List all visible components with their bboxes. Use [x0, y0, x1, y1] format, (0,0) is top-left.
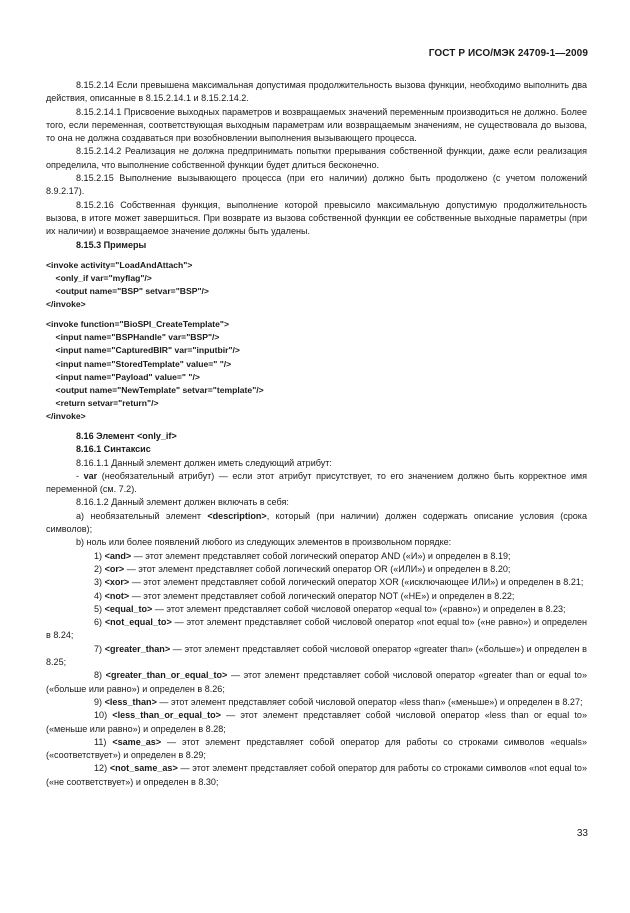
paragraph-8-15-2-14: 8.15.2.14 Если превышена максимальная допустимая продолжительность вызова функции, необходимо выполнить два действия, описанные в 8.15.2.14.1 и 8.15.2.14.2. — [46, 80, 587, 104]
list-item-tag: <xor> — [104, 577, 130, 588]
list-item-text: — этот элемент представляет собой числовой оператор «less than» («меньше») и определен в 8.27; — [156, 696, 583, 707]
list-item-text: — этот элемент представляет собой логический оператор OR («ИЛИ») и определен в 8.20; — [124, 563, 511, 574]
list-item — [46, 696, 587, 709]
heading-8-16-1: 8.16.1 Синтаксис — [76, 444, 151, 455]
list-item — [46, 762, 587, 789]
heading-8-16: 8.16 Элемент <only_if> — [76, 430, 177, 441]
list-item-text: — этот элемент представляет собой логический оператор AND («И») и определен в 8.19; — [131, 550, 511, 561]
list-item-text: — этот элемент представляет собой числовой оператор «less than or equal to» («меньше или равно») и определен в 8.28; — [46, 710, 587, 734]
heading-examples: 8.15.3 Примеры — [76, 239, 147, 250]
list-item-number: 10) — [94, 710, 113, 721]
list-item-tag: <not_same_as> — [109, 763, 178, 774]
paragraph-var-attribute — [46, 470, 587, 497]
list-item-number: 3) — [94, 577, 105, 588]
list-item-number: 8) — [94, 670, 106, 681]
list-item — [46, 576, 587, 589]
list-item-text: — этот элемент представляет собой числовой оператор «greater than or equal to» («больше или равно») и определен в 8.26; — [46, 670, 587, 694]
list-item-tag: <and> — [104, 550, 132, 561]
list-item-text: — этот элемент представляет собой логический оператор NOT («НЕ») и определен в 8.22; — [129, 590, 515, 601]
list-item — [46, 643, 587, 670]
list-item — [46, 736, 587, 763]
list-item — [46, 563, 587, 576]
list-item — [46, 590, 587, 603]
list-item-text: — этот элемент представляет собой оператор для работы со строками символов «equals» («соответствует») и определен в 8.29; — [46, 736, 587, 761]
list-item-tag: <not_equal_to> — [104, 617, 172, 628]
paragraph-8-15-2-15: 8.15.2.15 Выполнение вызывающего процесса (при его наличии) должно быть продолжено (с учетом положений 8.9.2.17). — [46, 173, 587, 197]
list-item-text: — этот элемент представляет собой оператор для работы со строками символов «not equal to» («не соответствует») и определен в 8.30; — [46, 763, 587, 787]
list-item-tag: <greater_than> — [104, 643, 171, 654]
paragraph-8-15-2-14-1: 8.15.2.14.1 Присвоение выходных параметров и возвращаемых значений переменным производиться не должно. Более того, если переменная, соответствующая выходным параметрам или возвращаемым значениям, не существовала до вызова, то она не должна создаваться при возобновлении выполнения вызывающего процесса. — [46, 106, 587, 144]
document-body — [46, 79, 587, 789]
list-item-number: 4) — [94, 590, 105, 601]
list-item-number: 11) — [94, 736, 113, 747]
list-item — [46, 550, 587, 563]
document-header: ГОСТ Р ИСО/МЭК 24709-1—2009 — [428, 48, 588, 59]
list-item-number: 9) — [94, 696, 105, 707]
list-item-tag: <same_as> — [112, 736, 162, 747]
list-item — [46, 603, 587, 616]
list-item — [46, 709, 587, 736]
paragraph-8-16-1-1: 8.16.1.1 Данный элемент должен иметь следующий атрибут: — [76, 457, 332, 468]
list-item — [46, 616, 587, 643]
list-item-number: 2) — [94, 563, 105, 574]
element-tag: <description> — [207, 510, 267, 521]
list-item-tag: <or> — [104, 563, 125, 574]
list-item-tag: <greater_than_or_equal_to> — [105, 670, 228, 681]
attribute-name: var — [83, 470, 98, 481]
attribute-description: (необязательный атрибут) — если этот атрибут присутствует, то его значением должно быть корректное имя переменной (см. 7.2). — [46, 470, 587, 495]
list-item-number: 12) — [94, 763, 110, 774]
list-item-number: 1) — [94, 550, 105, 561]
dash-prefix: - — [76, 470, 84, 481]
list-item-tag: <equal_to> — [104, 603, 153, 614]
list-item-text: — этот элемент представляет собой числовой оператор «not equal to» («не равно») и определен в 8.24; — [46, 617, 588, 641]
list-item-number: 7) — [94, 643, 105, 654]
paragraph-item-b: b) ноль или более появлений любого из следующих элементов в произвольном порядке: — [76, 537, 452, 548]
code-example-1: <invoke activity="LoadAndAttach"> <only_if var="myflag"/> <output name="BSP" setvar="BSP"/> </invoke> — [46, 259, 209, 310]
list-item-tag: <not> — [104, 590, 130, 601]
paragraph-8-15-2-14-2: 8.15.2.14.2 Реализация не должна предпринимать попытки прерывания собственной функции, даже если реализация определила, что выполнение собственной функции будет длиться бесконечно. — [46, 146, 587, 170]
list-item-tag: <less_than> — [104, 696, 157, 707]
item-a-text: , который (при наличии) должен содержать описание условия (срока символов); — [46, 510, 587, 535]
list-item-tag: <less_than_or_equal_to> — [112, 710, 221, 721]
paragraph-8-15-2-16: 8.15.2.16 Собственная функция, выполнение которой превысило максимальную допустимую продолжительность вызова, в итоге может завершиться. При возврате из вызова собственной функции ее собственные выходные параметры (при их наличии) и возвращаемое значение должны быть удалены. — [46, 199, 587, 237]
list-item-number: 5) — [94, 603, 105, 614]
paragraph-8-16-1-2: 8.16.1.2 Данный элемент должен включать в себя: — [76, 497, 289, 508]
list-item-text: — этот элемент представляет собой числовой оператор «greater than» («больше») и определен в 8.25; — [46, 643, 587, 668]
code-example-2: <invoke function="BioSPI_CreateTemplate"> <input name="BSPHandle" var="BSP"/> <input name="CapturedBIR" var="inputbir"/> <input name="StoredTemplate" value=" "/> <input name="Payload" value=" "/> <output name="NewTemplate" setvar="template"/> <return setvar="return"/> </invoke> — [46, 319, 264, 421]
page-number: 33 — [576, 828, 588, 839]
list-item-number: 6) — [94, 617, 105, 628]
paragraph-item-a — [46, 510, 587, 537]
list-item-text: — этот элемент представляет собой числовой оператор «equal to» («равно») и определен в 8.23; — [152, 603, 566, 614]
list-item — [46, 669, 587, 696]
item-a-prefix: а) необязательный элемент — [76, 510, 208, 521]
list-item-text: — этот элемент представляет собой логический оператор XOR («исключающее ИЛИ») и определен в 8.21; — [129, 577, 584, 588]
